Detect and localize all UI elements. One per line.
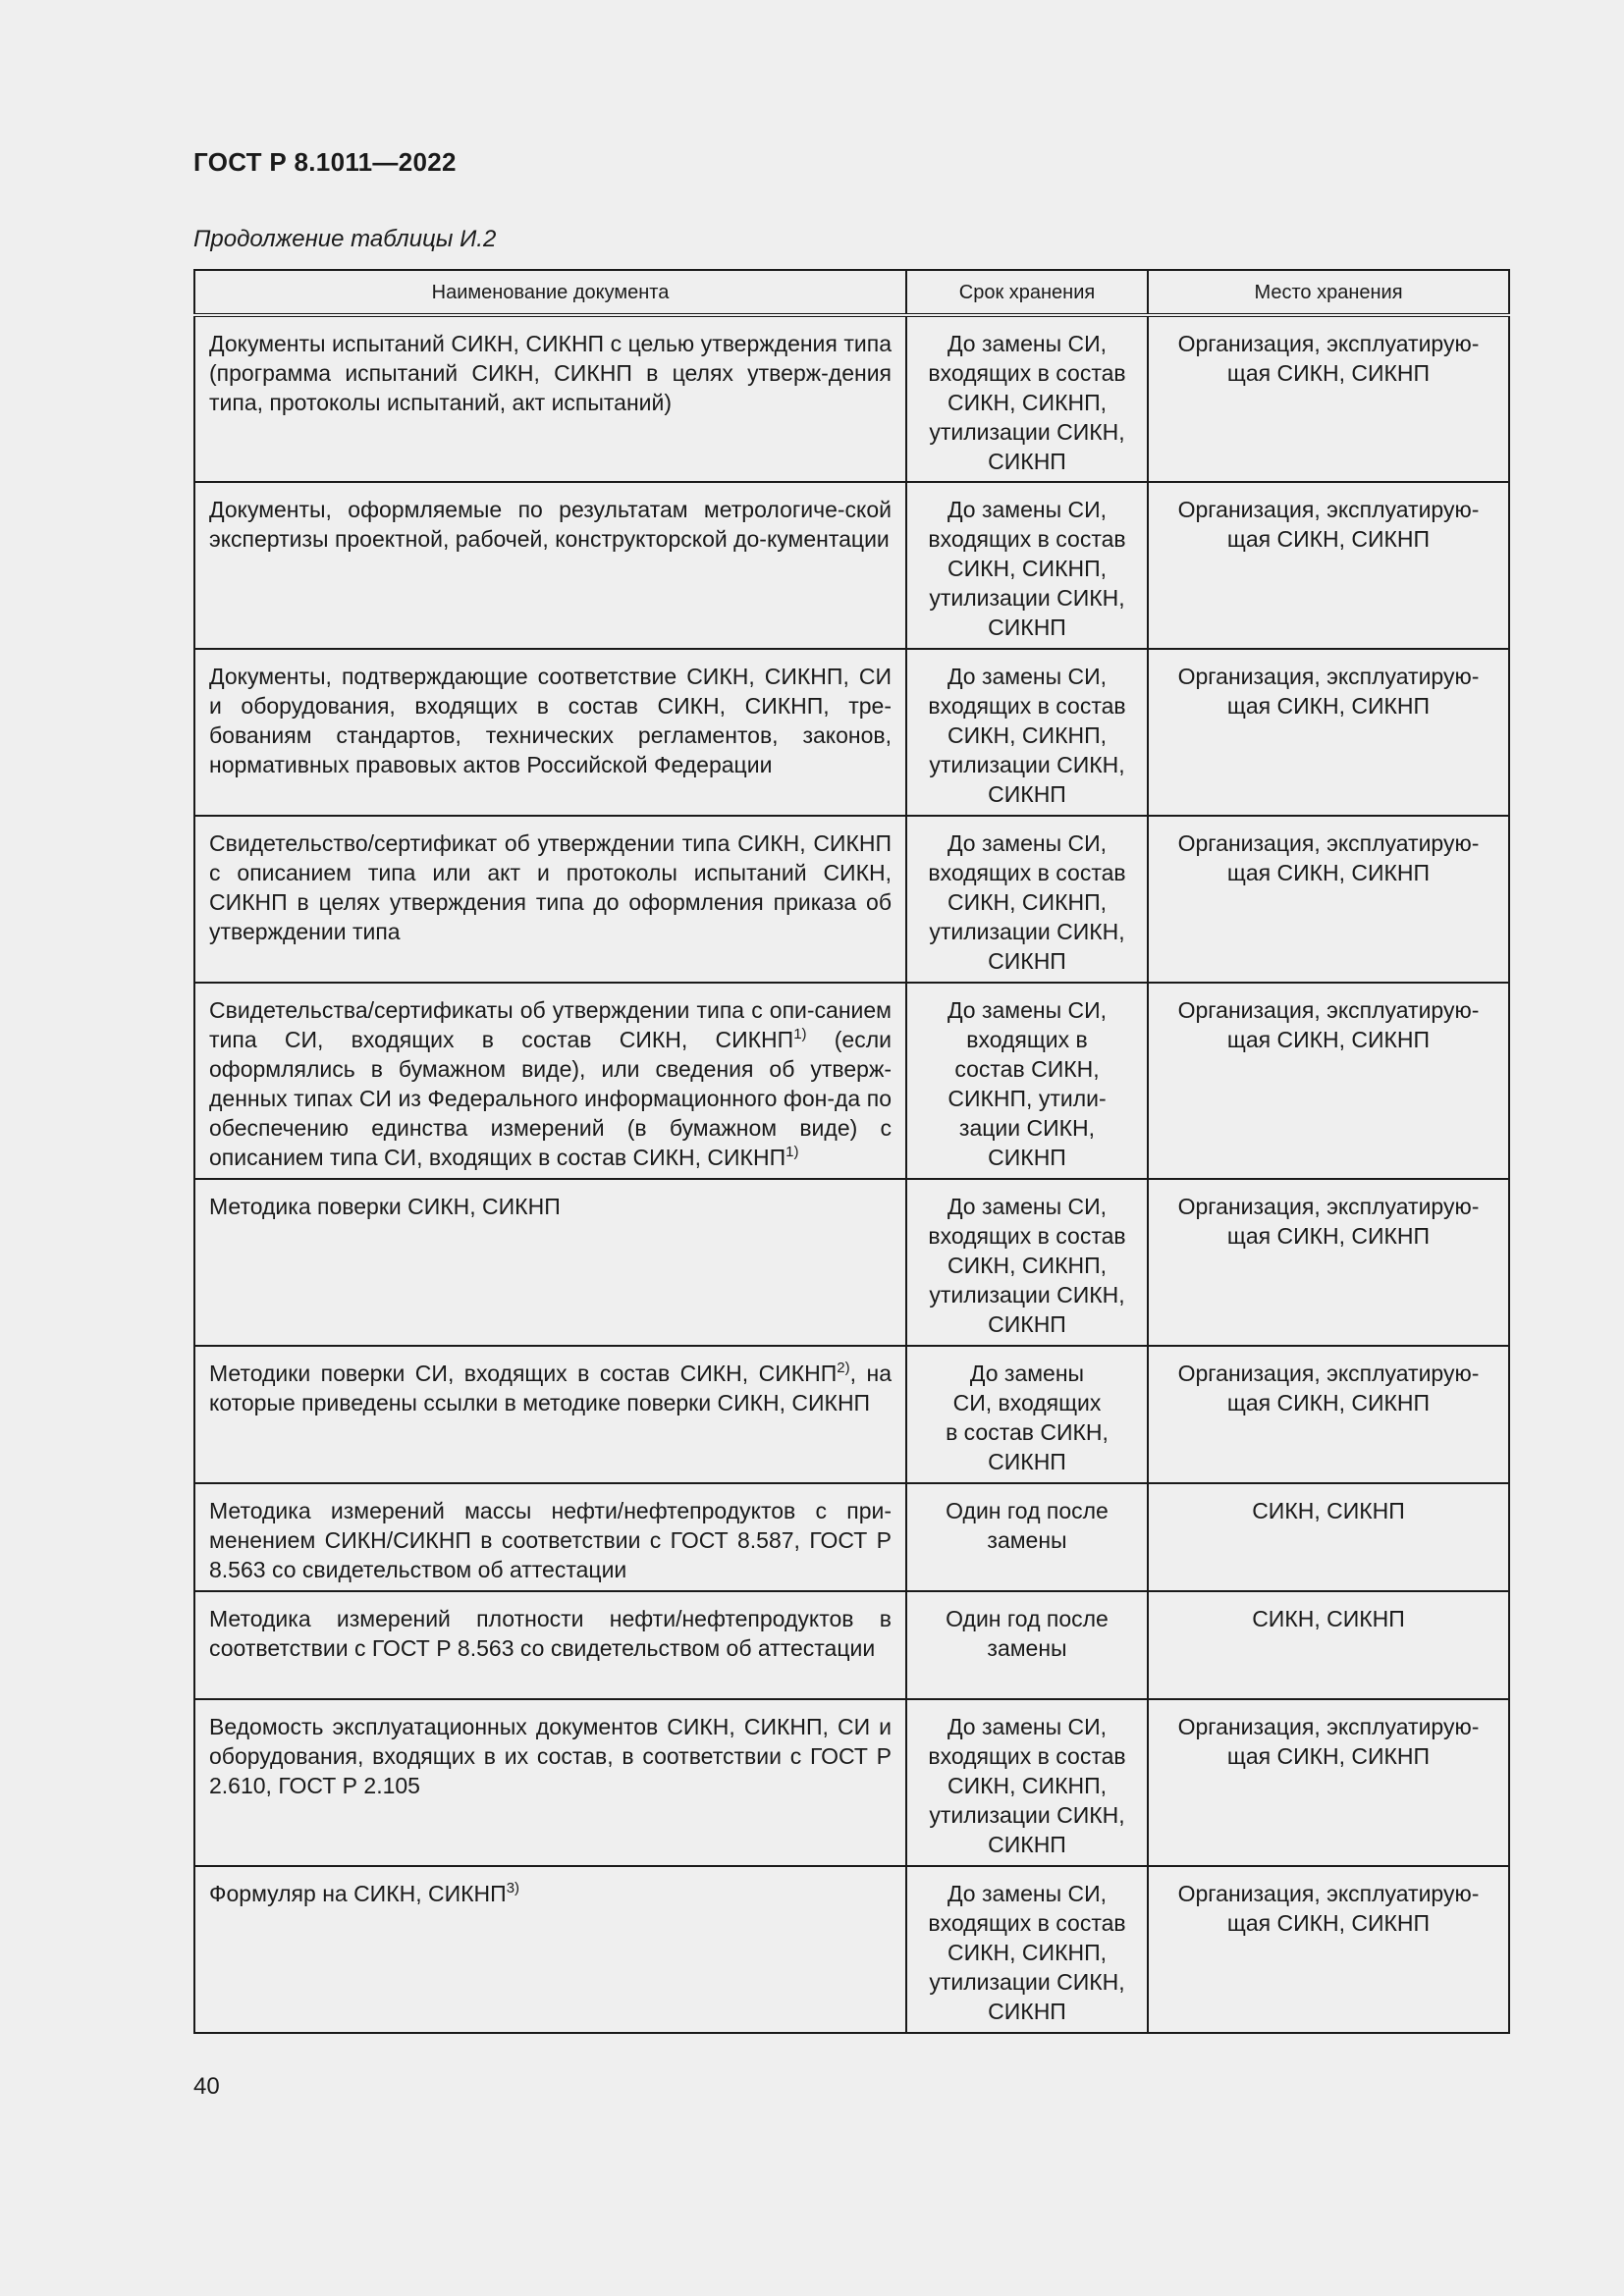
document-name: Методика поверки СИКН, СИКНП (209, 1194, 561, 1219)
storage-term: До замены СИ, входящих в состав СИКН, СИКНП, утилизации СИКН, СИКНП (928, 1881, 1126, 2024)
column-header-document-name: Наименование документа (194, 270, 906, 315)
document-name-cell (194, 1699, 906, 1866)
storage-term: До замены СИ, входящих в состав СИКН, СИКНП (946, 1361, 1109, 1474)
storage-place: Организация, эксплуатирую- щая СИКН, СИКНП (1177, 497, 1480, 552)
document-name-cell (194, 983, 906, 1179)
storage-place: Организация, эксплуатирую- щая СИКН, СИКНП (1177, 664, 1480, 719)
column-header-storage-term: Срок хранения (906, 270, 1148, 315)
storage-place-cell (1148, 315, 1509, 482)
storage-place-cell (1148, 816, 1509, 983)
table-row (194, 1346, 1509, 1483)
document-name-part-b: , на которые приведены ссылки в методике поверки СИКН, СИКНП (209, 1361, 892, 1415)
storage-place-cell (1148, 983, 1509, 1179)
storage-term-cell (906, 1591, 1148, 1699)
storage-term-cell (906, 1483, 1148, 1591)
document-name-cell (194, 1346, 906, 1483)
table-row (194, 816, 1509, 983)
storage-table (193, 269, 1510, 2034)
storage-place-cell (1148, 1591, 1509, 1699)
document-name-part-a: Формуляр на СИКН, СИКНП (209, 1881, 507, 1906)
document-name: Методика измерений массы нефти/нефтепродуктов с при-менением СИКН/СИКНП в соответствии с ГОСТ 8.587, ГОСТ Р 8.563 со свидетельством об аттестации (209, 1498, 892, 1582)
storage-place: Организация, эксплуатирую- щая СИКН, СИКНП (1177, 830, 1480, 885)
document-name-part-b: (если оформлялись в бумажном виде), или сведения об утверж-денных типах СИ из Федерального информационного фон-да по обеспечению единства измерений (в бумажном виде) с описанием типа СИ, входящих в состав СИКН, СИКНП (209, 1027, 892, 1170)
table-row (194, 1866, 1509, 2033)
table-row (194, 649, 1509, 816)
storage-place: Организация, эксплуатирую- щая СИКН, СИКНП (1177, 1714, 1480, 1769)
storage-place: Организация, эксплуатирую- щая СИКН, СИКНП (1177, 1361, 1480, 1415)
storage-place: Организация, эксплуатирую- щая СИКН, СИКНП (1177, 997, 1480, 1052)
storage-term-cell (906, 649, 1148, 816)
page-number: 40 (193, 2073, 220, 2100)
storage-term-cell (906, 983, 1148, 1179)
document-name-cell (194, 1866, 906, 2033)
document-name-cell (194, 816, 906, 983)
table-row (194, 315, 1509, 482)
storage-term: До замены СИ, входящих в состав СИКН, СИКНП, утилизации СИКН, СИКНП (928, 664, 1126, 807)
storage-place: Организация, эксплуатирую- щая СИКН, СИКНП (1177, 1194, 1480, 1249)
document-name: Документы, оформляемые по результатам метрологиче-ской экспертизы проектной, рабочей, конструкторской до-кументации (209, 497, 892, 552)
storage-term: Один год после замены (946, 1498, 1109, 1553)
storage-term-cell (906, 315, 1148, 482)
table-row (194, 482, 1509, 649)
document-name-cell (194, 1483, 906, 1591)
storage-place-cell (1148, 1346, 1509, 1483)
document-name-cell (194, 1591, 906, 1699)
document-name-cell (194, 482, 906, 649)
storage-term-cell (906, 1699, 1148, 1866)
document-standard-title: ГОСТ Р 8.1011—2022 (193, 147, 457, 177)
storage-place-cell (1148, 649, 1509, 816)
table-row (194, 1179, 1509, 1346)
table-row (194, 1591, 1509, 1699)
footnote-ref: 3) (506, 1880, 520, 1896)
document-name-cell (194, 1179, 906, 1346)
table-caption: Продолжение таблицы И.2 (193, 226, 497, 252)
storage-place-cell (1148, 482, 1509, 649)
storage-term-cell (906, 1866, 1148, 2033)
document-name-part-a: Методики поверки СИ, входящих в состав СИКН, СИКНП (209, 1361, 838, 1386)
storage-term-cell (906, 482, 1148, 649)
storage-term: До замены СИ, входящих в состав СИКН, СИКНП, утилизации СИКН, СИКНП (928, 1194, 1126, 1337)
table-row (194, 1699, 1509, 1866)
storage-term: До замены СИ, входящих в состав СИКН, СИКНП, утилизации СИКН, СИКНП (928, 1714, 1126, 1857)
storage-place: СИКН, СИКНП (1252, 1498, 1405, 1523)
document-name-cell (194, 649, 906, 816)
document-name: Ведомость эксплуатационных документов СИКН, СИКНП, СИ и оборудования, входящих в их состав, в соответствии с ГОСТ Р 2.610, ГОСТ Р 2.105 (209, 1714, 892, 1798)
footnote-ref: 1) (793, 1026, 807, 1042)
storage-place: СИКН, СИКНП (1252, 1606, 1405, 1631)
storage-place: Организация, эксплуатирую- щая СИКН, СИКНП (1177, 1881, 1480, 1936)
footnote-ref: 2) (837, 1360, 850, 1376)
document-name-cell (194, 315, 906, 482)
table-row (194, 1483, 1509, 1591)
storage-term-cell (906, 1346, 1148, 1483)
storage-term-cell (906, 816, 1148, 983)
storage-term-cell (906, 1179, 1148, 1346)
storage-term: До замены СИ, входящих в состав СИКН, СИКНП, утили- зации СИКН, СИКНП (947, 997, 1108, 1170)
table-header-row (194, 270, 1509, 315)
table-row (194, 983, 1509, 1179)
storage-term: До замены СИ, входящих в состав СИКН, СИКНП, утилизации СИКН, СИКНП (928, 331, 1126, 474)
footnote-ref: 1) (785, 1144, 799, 1160)
storage-term: До замены СИ, входящих в состав СИКН, СИКНП, утилизации СИКН, СИКНП (928, 497, 1126, 640)
document-name-part-a: Свидетельства/сертификаты об утверждении типа с опи-санием типа СИ, входящих в состав СИКН, СИКНП (209, 997, 892, 1052)
storage-term: До замены СИ, входящих в состав СИКН, СИКНП, утилизации СИКН, СИКНП (928, 830, 1126, 974)
document-name: Методика измерений плотности нефти/нефтепродуктов в соответствии с ГОСТ Р 8.563 со свидетельством об аттестации (209, 1606, 892, 1661)
document-name: Документы испытаний СИКН, СИКНП с целью утверждения типа (программа испытаний СИКН, СИКНП в целях утверж-дения типа, протоколы испытаний, акт испытаний) (209, 331, 892, 415)
storage-place-cell (1148, 1483, 1509, 1591)
document-name: Документы, подтверждающие соответствие СИКН, СИКНП, СИ и оборудования, входящих в состав СИКН, СИКНП, тре-бованиям стандартов, технических регламентов, законов, нормативных правовых актов Российской Федерации (209, 664, 892, 777)
storage-place-cell (1148, 1699, 1509, 1866)
column-header-storage-place: Место хранения (1148, 270, 1509, 315)
storage-place: Организация, эксплуатирую- щая СИКН, СИКНП (1177, 331, 1480, 386)
storage-place-cell (1148, 1179, 1509, 1346)
storage-place-cell (1148, 1866, 1509, 2033)
document-name: Свидетельство/сертификат об утверждении типа СИКН, СИКНП с описанием типа или акт и протоколы испытаний СИКН, СИКНП в целях утверждения типа до оформления приказа об утверждении типа (209, 830, 892, 944)
storage-term: Один год после замены (946, 1606, 1109, 1661)
